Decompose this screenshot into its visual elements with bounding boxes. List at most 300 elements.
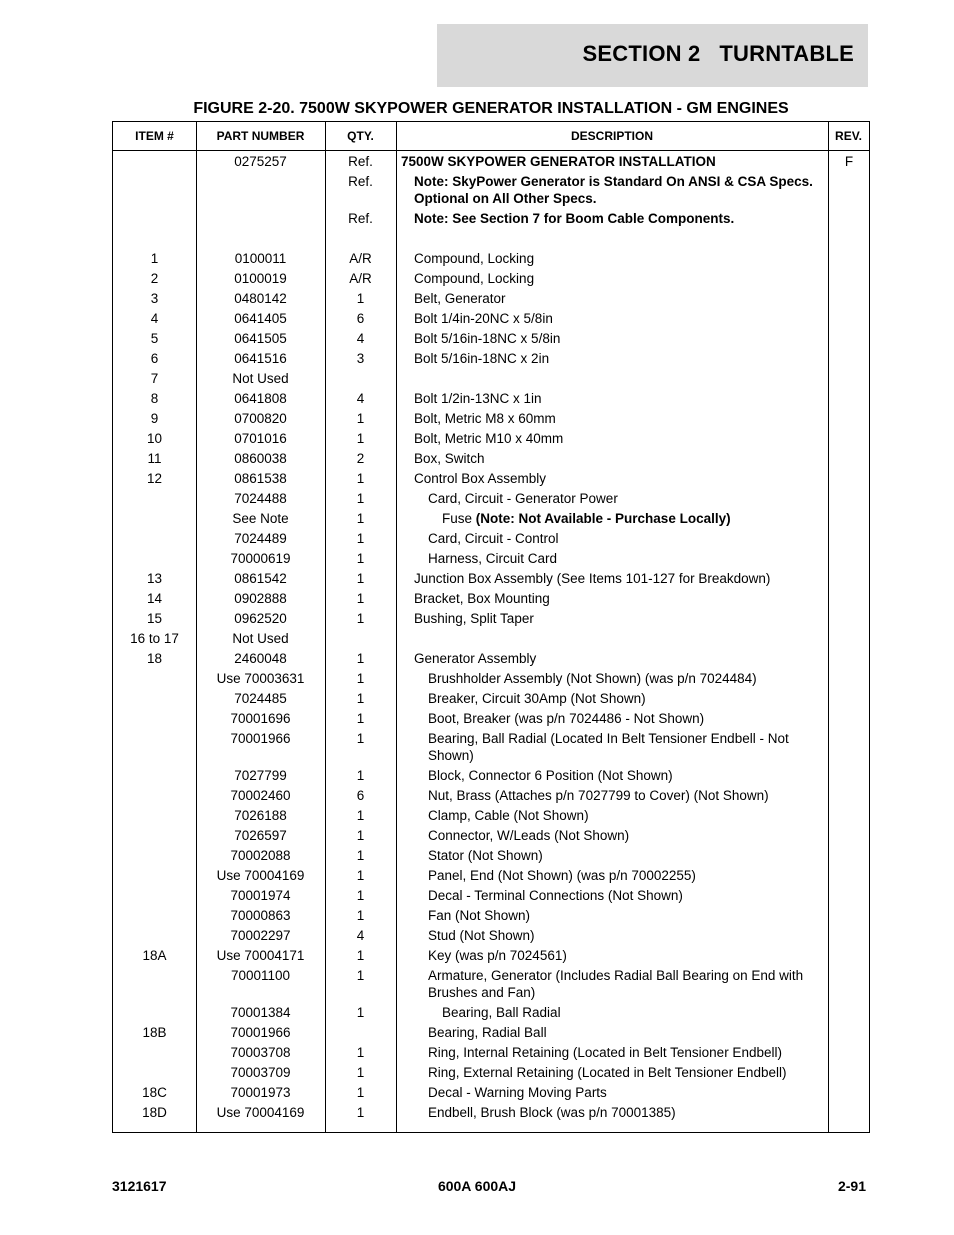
cell-part-number bbox=[196, 1004, 325, 1021]
cell-description bbox=[396, 410, 827, 427]
cell-rev bbox=[827, 330, 871, 347]
cell-item bbox=[113, 430, 196, 447]
cell-description-text: Key (was p/n 7024561) bbox=[428, 948, 567, 963]
cell-rev bbox=[827, 390, 871, 407]
cell-part-number bbox=[196, 650, 325, 667]
cell-part-number-text: 7024489 bbox=[234, 531, 287, 546]
cell-description-text: Clamp, Cable (Not Shown) bbox=[428, 808, 589, 823]
cell-description-text: Brushholder Assembly (Not Shown) (was p/n 7024484) bbox=[428, 671, 757, 686]
cell-rev bbox=[827, 210, 871, 227]
cell-description bbox=[396, 490, 827, 507]
cell-qty bbox=[325, 1004, 396, 1021]
cell-description bbox=[396, 470, 827, 487]
cell-qty-text: 3 bbox=[356, 351, 365, 366]
cell-part-number-text: 0275257 bbox=[234, 154, 287, 169]
table-row bbox=[113, 1022, 869, 1042]
cell-item bbox=[113, 270, 196, 287]
cell-description bbox=[396, 310, 827, 327]
cell-description bbox=[396, 1024, 827, 1041]
table-row bbox=[113, 925, 869, 945]
cell-description-text: Bracket, Box Mounting bbox=[414, 591, 550, 606]
cell-item bbox=[113, 310, 196, 327]
cell-part-number-text: 70001384 bbox=[230, 1005, 291, 1020]
table-row bbox=[113, 825, 869, 845]
cell-description-text: Nut, Brass (Attaches p/n 7027799 to Cover) (Not Shown) bbox=[428, 788, 769, 803]
cell-qty-text: 1 bbox=[356, 1005, 365, 1020]
cell-qty bbox=[325, 730, 396, 764]
cell-rev bbox=[827, 153, 871, 170]
cell-qty bbox=[325, 390, 396, 407]
cell-item bbox=[113, 173, 196, 207]
cell-part-number bbox=[196, 210, 325, 227]
cell-description-text: Breaker, Circuit 30Amp (Not Shown) bbox=[428, 691, 646, 706]
cell-description bbox=[396, 1004, 827, 1021]
cell-description-text: Card, Circuit - Generator Power bbox=[428, 491, 618, 506]
cell-item-text: 5 bbox=[150, 331, 159, 346]
cell-description-text: Ring, Internal Retaining (Located in Belt Tensioner Endbell) bbox=[428, 1045, 782, 1060]
cell-rev bbox=[827, 590, 871, 607]
cell-qty-text: 1 bbox=[356, 1085, 365, 1100]
cell-part-number bbox=[196, 867, 325, 884]
cell-description bbox=[396, 570, 827, 587]
cell-qty-text: 1 bbox=[356, 908, 365, 923]
cell-description bbox=[396, 787, 827, 804]
cell-item-text: 4 bbox=[150, 311, 159, 326]
cell-qty bbox=[325, 807, 396, 824]
table-row bbox=[113, 688, 869, 708]
cell-item bbox=[113, 730, 196, 764]
cell-description bbox=[396, 887, 827, 904]
cell-qty-text: 1 bbox=[356, 1045, 365, 1060]
cell-qty-text: 1 bbox=[356, 471, 365, 486]
cell-description-text: Bolt 5/16in-18NC x 5/8in bbox=[414, 331, 561, 346]
cell-item-text: 18D bbox=[142, 1105, 167, 1120]
cell-part-number bbox=[196, 470, 325, 487]
cell-item bbox=[113, 710, 196, 727]
cell-rev bbox=[827, 967, 871, 1001]
cell-description bbox=[396, 270, 827, 287]
table-row bbox=[113, 508, 869, 528]
cell-rev bbox=[827, 370, 871, 387]
header-part-number: PART NUMBER bbox=[216, 129, 305, 143]
cell-description-text: Fan (Not Shown) bbox=[428, 908, 531, 923]
cell-part-number bbox=[196, 350, 325, 367]
table-row bbox=[113, 1062, 869, 1082]
cell-rev bbox=[827, 827, 871, 844]
cell-qty-text: 4 bbox=[356, 928, 365, 943]
cell-item-text: 16 to 17 bbox=[130, 631, 179, 646]
cell-rev bbox=[827, 767, 871, 784]
cell-description bbox=[396, 530, 827, 547]
cell-description-text: Note: SkyPower Generator is Standard On ANSI & CSA Specs. Optional on All Other Specs. bbox=[414, 174, 813, 206]
cell-item-text: 14 bbox=[146, 591, 163, 606]
cell-description-text: Fuse bbox=[442, 511, 473, 526]
cell-rev bbox=[827, 670, 871, 687]
cell-rev bbox=[827, 787, 871, 804]
cell-qty-text: A/R bbox=[349, 251, 372, 266]
cell-part-number bbox=[196, 1084, 325, 1101]
cell-qty bbox=[325, 290, 396, 307]
cell-rev bbox=[827, 927, 871, 944]
cell-rev bbox=[827, 690, 871, 707]
cell-description bbox=[396, 173, 827, 207]
cell-qty-text: 4 bbox=[356, 331, 365, 346]
cell-part-number bbox=[196, 410, 325, 427]
cell-qty bbox=[325, 470, 396, 487]
cell-part-number-text: 0701016 bbox=[234, 431, 287, 446]
cell-part-number bbox=[196, 290, 325, 307]
cell-description bbox=[396, 1104, 827, 1121]
cell-qty-text: 1 bbox=[356, 691, 365, 706]
cell-description-text: Bolt, Metric M8 x 60mm bbox=[414, 411, 556, 426]
cell-description bbox=[396, 330, 827, 347]
cell-description-text: Box, Switch bbox=[414, 451, 485, 466]
table-row bbox=[113, 1102, 869, 1122]
cell-qty bbox=[325, 710, 396, 727]
cell-item bbox=[113, 610, 196, 627]
cell-part-number bbox=[196, 630, 325, 647]
cell-item-text: 11 bbox=[147, 451, 162, 466]
cell-qty bbox=[325, 1104, 396, 1121]
cell-qty bbox=[325, 270, 396, 287]
cell-qty-text: Ref. bbox=[348, 211, 373, 226]
table-row bbox=[113, 548, 869, 568]
table-row bbox=[113, 845, 869, 865]
table-row bbox=[113, 648, 869, 668]
cell-part-number bbox=[196, 927, 325, 944]
cell-part-number bbox=[196, 967, 325, 1001]
table-row bbox=[113, 1002, 869, 1022]
table-row bbox=[113, 208, 869, 228]
footer-page-number: 2-91 bbox=[837, 1178, 866, 1194]
cell-item bbox=[113, 470, 196, 487]
header-qty: QTY. bbox=[347, 129, 374, 143]
cell-part-number-text: 0962520 bbox=[234, 611, 287, 626]
cell-part-number bbox=[196, 610, 325, 627]
cell-rev bbox=[827, 1084, 871, 1101]
table-row bbox=[113, 408, 869, 428]
cell-qty bbox=[325, 250, 396, 267]
cell-description-text: 7500W SKYPOWER GENERATOR INSTALLATION bbox=[401, 154, 716, 169]
cell-description bbox=[396, 250, 827, 267]
cell-item bbox=[113, 650, 196, 667]
cell-part-number bbox=[196, 430, 325, 447]
header-description: DESCRIPTION bbox=[570, 129, 653, 143]
cell-part-number bbox=[196, 847, 325, 864]
cell-part-number-text: 0641516 bbox=[234, 351, 287, 366]
cell-description bbox=[396, 827, 827, 844]
cell-rev bbox=[827, 290, 871, 307]
cell-part-number-text: 7024488 bbox=[234, 491, 287, 506]
cell-part-number-text: 70002088 bbox=[230, 848, 291, 863]
cell-part-number bbox=[196, 153, 325, 170]
cell-part-number bbox=[196, 490, 325, 507]
cell-description-text: Control Box Assembly bbox=[414, 471, 547, 486]
cell-description bbox=[396, 927, 827, 944]
cell-part-number bbox=[196, 807, 325, 824]
cell-qty-text: 1 bbox=[356, 551, 365, 566]
cell-qty-text: 1 bbox=[356, 948, 365, 963]
cell-item-text: 2 bbox=[150, 271, 159, 286]
cell-rev bbox=[827, 630, 871, 647]
table-row bbox=[113, 308, 869, 328]
cell-qty-text: 1 bbox=[356, 431, 365, 446]
cell-item-text: 18C bbox=[142, 1085, 167, 1100]
cell-part-number bbox=[196, 330, 325, 347]
cell-description bbox=[396, 610, 827, 627]
cell-part-number bbox=[196, 1044, 325, 1061]
cell-qty bbox=[325, 887, 396, 904]
footer-model: 600A 600AJ bbox=[437, 1178, 517, 1194]
cell-description bbox=[396, 907, 827, 924]
cell-part-number bbox=[196, 1104, 325, 1121]
cell-qty bbox=[325, 370, 396, 387]
cell-item bbox=[113, 530, 196, 547]
cell-item bbox=[113, 490, 196, 507]
cell-part-number-text: See Note bbox=[232, 511, 289, 526]
cell-description-text: Block, Connector 6 Position (Not Shown) bbox=[428, 768, 673, 783]
cell-description bbox=[396, 450, 827, 467]
header-item: ITEM # bbox=[135, 129, 174, 143]
cell-description bbox=[396, 550, 827, 567]
cell-item bbox=[113, 927, 196, 944]
cell-description-text: Harness, Circuit Card bbox=[428, 551, 558, 566]
cell-part-number-text: 7024485 bbox=[234, 691, 287, 706]
cell-item-text: 8 bbox=[150, 391, 159, 406]
section-banner bbox=[437, 24, 868, 87]
cell-qty bbox=[325, 767, 396, 784]
cell-part-number-text: 0641505 bbox=[234, 331, 287, 346]
cell-qty-text: 4 bbox=[356, 391, 365, 406]
cell-description bbox=[396, 370, 827, 387]
cell-rev bbox=[827, 1024, 871, 1041]
cell-rev-text: F bbox=[844, 154, 854, 169]
cell-rev bbox=[827, 710, 871, 727]
cell-part-number bbox=[196, 510, 325, 527]
cell-item bbox=[113, 1064, 196, 1081]
cell-description bbox=[396, 1084, 827, 1101]
cell-item bbox=[113, 847, 196, 864]
table-row bbox=[113, 228, 869, 268]
cell-description-text: Compound, Locking bbox=[414, 271, 535, 286]
cell-qty-text: 1 bbox=[356, 888, 365, 903]
cell-description-text: Endbell, Brush Block (was p/n 70001385) bbox=[428, 1105, 676, 1120]
cell-description bbox=[396, 767, 827, 784]
cell-part-number bbox=[196, 787, 325, 804]
cell-rev bbox=[827, 610, 871, 627]
cell-description bbox=[396, 1044, 827, 1061]
cell-description-text: Boot, Breaker (was p/n 7024486 - Not Shown) bbox=[428, 711, 705, 726]
cell-item-text: 6 bbox=[150, 351, 159, 366]
table-row bbox=[113, 865, 869, 885]
cell-part-number bbox=[196, 590, 325, 607]
cell-description bbox=[396, 947, 827, 964]
cell-part-number-text: 0700820 bbox=[234, 411, 287, 426]
cell-rev bbox=[827, 490, 871, 507]
cell-rev bbox=[827, 250, 871, 267]
cell-item bbox=[113, 570, 196, 587]
cell-item bbox=[113, 947, 196, 964]
table-row bbox=[113, 608, 869, 628]
table-row bbox=[113, 171, 869, 208]
cell-rev bbox=[827, 530, 871, 547]
cell-description-text: Card, Circuit - Control bbox=[428, 531, 559, 546]
cell-qty-text: 1 bbox=[356, 411, 365, 426]
cell-item-text: 18B bbox=[142, 1025, 167, 1040]
cell-item bbox=[113, 1024, 196, 1041]
cell-part-number-text: 7026597 bbox=[234, 828, 287, 843]
cell-part-number bbox=[196, 570, 325, 587]
table-row bbox=[113, 728, 869, 765]
cell-item bbox=[113, 670, 196, 687]
cell-description-text: Panel, End (Not Shown) (was p/n 70002255) bbox=[428, 868, 696, 883]
cell-part-number-text: 2460048 bbox=[234, 651, 287, 666]
cell-description-text: Note: See Section 7 for Boom Cable Components. bbox=[414, 211, 735, 226]
cell-part-number-text: 70003708 bbox=[230, 1045, 291, 1060]
cell-part-number bbox=[196, 690, 325, 707]
cell-part-number-text: 70001974 bbox=[230, 888, 291, 903]
cell-part-number-text: 0861542 bbox=[234, 571, 287, 586]
cell-item bbox=[113, 887, 196, 904]
cell-description-text: Decal - Warning Moving Parts bbox=[428, 1085, 607, 1100]
cell-qty bbox=[325, 570, 396, 587]
cell-description-text: Bolt, Metric M10 x 40mm bbox=[414, 431, 564, 446]
cell-item bbox=[113, 867, 196, 884]
cell-qty bbox=[325, 310, 396, 327]
cell-item bbox=[113, 1044, 196, 1061]
table-body bbox=[113, 151, 869, 1122]
cell-item-text: 3 bbox=[150, 291, 159, 306]
cell-qty bbox=[325, 650, 396, 667]
cell-part-number-text: 0641808 bbox=[234, 391, 287, 406]
cell-qty bbox=[325, 490, 396, 507]
cell-description-text: Stud (Not Shown) bbox=[428, 928, 535, 943]
cell-rev bbox=[827, 570, 871, 587]
cell-qty bbox=[325, 210, 396, 227]
cell-rev bbox=[827, 650, 871, 667]
cell-qty-text: 1 bbox=[356, 591, 365, 606]
cell-rev bbox=[827, 1044, 871, 1061]
cell-rev bbox=[827, 887, 871, 904]
cell-description bbox=[396, 630, 827, 647]
cell-qty-text: 2 bbox=[356, 451, 365, 466]
cell-part-number-text: 70001100 bbox=[230, 968, 291, 983]
cell-part-number bbox=[196, 767, 325, 784]
cell-description-text: Armature, Generator (Includes Radial Ball Bearing on End with Brushes and Fan) bbox=[428, 968, 804, 1000]
table-row bbox=[113, 448, 869, 468]
cell-qty-text: 1 bbox=[356, 291, 365, 306]
cell-qty-text: 1 bbox=[356, 571, 365, 586]
cell-qty bbox=[325, 670, 396, 687]
cell-rev bbox=[827, 1104, 871, 1121]
cell-qty bbox=[325, 630, 396, 647]
cell-qty bbox=[325, 1064, 396, 1081]
table-row bbox=[113, 805, 869, 825]
cell-description-text: Generator Assembly bbox=[414, 651, 537, 666]
cell-description bbox=[396, 670, 827, 687]
cell-description bbox=[396, 210, 827, 227]
cell-description bbox=[396, 153, 827, 170]
table-row bbox=[113, 488, 869, 508]
cell-item-text: 13 bbox=[146, 571, 163, 586]
table-row bbox=[113, 528, 869, 548]
cell-part-number-text: 70001966 bbox=[230, 1025, 291, 1040]
cell-description bbox=[396, 350, 827, 367]
cell-part-number-text: Use 70004171 bbox=[216, 948, 305, 963]
cell-qty-text: 1 bbox=[356, 711, 365, 726]
cell-qty bbox=[325, 330, 396, 347]
cell-qty-text: 1 bbox=[356, 651, 365, 666]
cell-item bbox=[113, 390, 196, 407]
cell-description-text: Compound, Locking bbox=[414, 251, 535, 266]
cell-qty-text: 6 bbox=[356, 311, 365, 326]
cell-qty bbox=[325, 947, 396, 964]
cell-item bbox=[113, 907, 196, 924]
cell-qty bbox=[325, 550, 396, 567]
cell-description bbox=[396, 650, 827, 667]
cell-qty bbox=[325, 1024, 396, 1041]
cell-part-number bbox=[196, 947, 325, 964]
cell-description bbox=[396, 510, 827, 527]
cell-item bbox=[113, 370, 196, 387]
cell-description bbox=[396, 967, 827, 1001]
cell-rev bbox=[827, 510, 871, 527]
cell-qty bbox=[325, 410, 396, 427]
cell-item bbox=[113, 450, 196, 467]
cell-description-text: Bearing, Radial Ball bbox=[428, 1025, 547, 1040]
cell-item bbox=[113, 250, 196, 267]
cell-part-number-text: 70002460 bbox=[230, 788, 291, 803]
cell-description-text: Bearing, Ball Radial bbox=[442, 1005, 561, 1020]
cell-part-number-text: 70001966 bbox=[230, 731, 291, 746]
cell-qty bbox=[325, 430, 396, 447]
cell-item-text: 12 bbox=[146, 471, 163, 486]
cell-qty bbox=[325, 927, 396, 944]
cell-description bbox=[396, 710, 827, 727]
section-title: SECTION 2 TURNTABLE bbox=[582, 41, 854, 66]
cell-part-number-text: 0100011 bbox=[234, 251, 287, 266]
cell-qty-text: 1 bbox=[356, 731, 365, 746]
table-row bbox=[113, 965, 869, 1002]
cell-qty-text: 1 bbox=[356, 768, 365, 783]
cell-description bbox=[396, 430, 827, 447]
parts-table bbox=[112, 121, 870, 1133]
cell-description bbox=[396, 847, 827, 864]
cell-qty bbox=[325, 1044, 396, 1061]
cell-item bbox=[113, 690, 196, 707]
cell-part-number-text: 70001973 bbox=[230, 1085, 291, 1100]
cell-qty-text: 1 bbox=[356, 968, 365, 983]
cell-description-text: Bolt 5/16in-18NC x 2in bbox=[414, 351, 550, 366]
table-row bbox=[113, 151, 869, 171]
cell-item bbox=[113, 510, 196, 527]
cell-item-text: 15 bbox=[146, 611, 163, 626]
cell-qty-text: Ref. bbox=[348, 154, 373, 169]
table-row bbox=[113, 905, 869, 925]
cell-qty-text: 1 bbox=[356, 491, 365, 506]
cell-part-number-text: 70000863 bbox=[230, 908, 291, 923]
cell-qty-text: A/R bbox=[349, 271, 372, 286]
cell-qty-text: 1 bbox=[356, 868, 365, 883]
cell-item bbox=[113, 1004, 196, 1021]
cell-qty bbox=[325, 530, 396, 547]
cell-item-text: 9 bbox=[150, 411, 159, 426]
cell-qty bbox=[325, 350, 396, 367]
cell-item bbox=[113, 350, 196, 367]
cell-qty bbox=[325, 153, 396, 170]
cell-part-number bbox=[196, 530, 325, 547]
cell-part-number-text: Use 70004169 bbox=[216, 868, 305, 883]
